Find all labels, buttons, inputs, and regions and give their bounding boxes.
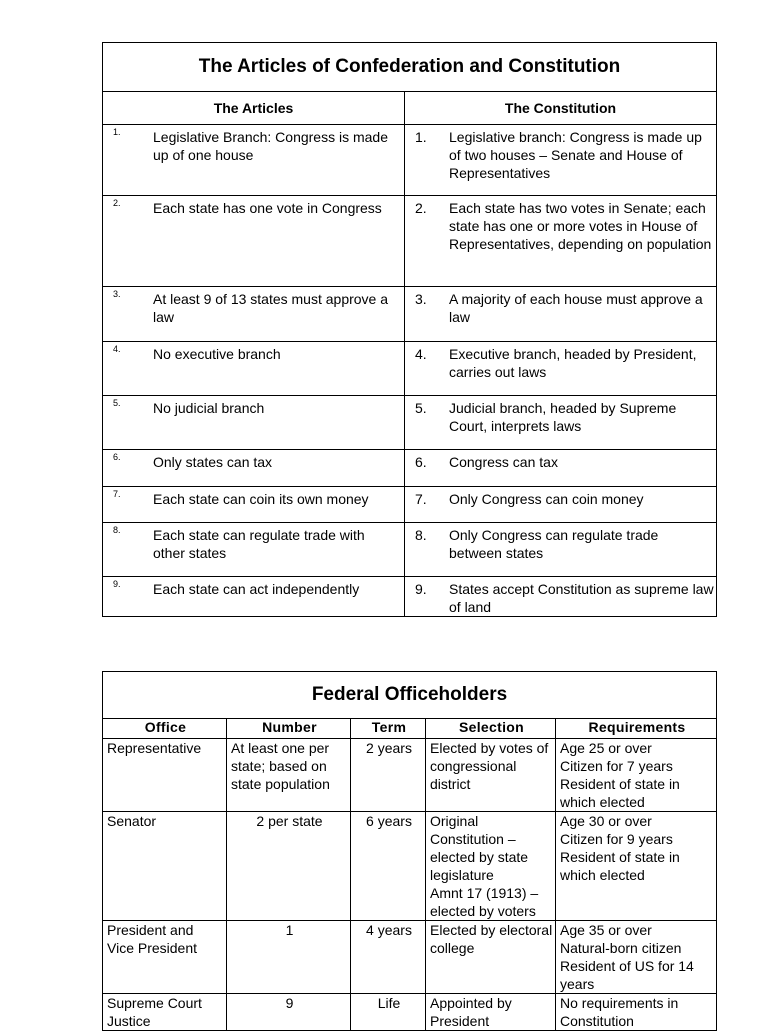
requirements-column-header: Requirements bbox=[556, 719, 717, 739]
selection-cell bbox=[426, 812, 556, 921]
requirement-line: No requirements in Constitution bbox=[560, 995, 679, 1029]
constitution-cell: Legislative branch: Congress is made up of two houses – Senate and House of Representatives bbox=[449, 129, 702, 181]
requirement-line: Resident of US for 14 years bbox=[560, 958, 694, 992]
row-number: 9. bbox=[113, 579, 121, 589]
row-number: 7. bbox=[415, 491, 427, 507]
row-number: 1. bbox=[113, 127, 121, 137]
row-number: 6. bbox=[113, 452, 121, 462]
row-number: 5. bbox=[415, 400, 427, 416]
selection-line: Amnt 17 (1913) – elected by voters bbox=[430, 885, 539, 919]
selection-column-header: Selection bbox=[426, 719, 556, 739]
requirement-line: Age 35 or over bbox=[560, 922, 652, 938]
office-cell: President and Vice President bbox=[103, 921, 227, 994]
row-number: 3. bbox=[415, 291, 427, 307]
term-cell: 4 years bbox=[351, 921, 426, 994]
table-row bbox=[103, 812, 717, 921]
selection-cell bbox=[426, 921, 556, 994]
articles-cell: Each state can coin its own money bbox=[153, 491, 369, 507]
articles-cell: Each state has one vote in Congress bbox=[153, 200, 382, 216]
number-column-header: Number bbox=[227, 719, 351, 739]
articles-table-title: The Articles of Confederation and Constitution bbox=[103, 43, 717, 92]
articles-cell: At least 9 of 13 states must approve a law bbox=[153, 291, 389, 325]
requirement-line: Age 30 or over bbox=[560, 813, 652, 829]
officeholders-table-title: Federal Officeholders bbox=[103, 672, 717, 719]
table-row bbox=[103, 523, 717, 577]
articles-cell: Legislative Branch: Congress is made up of one house bbox=[153, 129, 389, 163]
requirements-cell bbox=[556, 994, 717, 1031]
row-number: 4. bbox=[415, 346, 427, 362]
constitution-cell: A majority of each house must approve a law bbox=[449, 291, 703, 325]
table-row bbox=[103, 125, 717, 196]
articles-cell: Each state can act independently bbox=[153, 581, 360, 597]
term-column-header: Term bbox=[351, 719, 426, 739]
number-cell: At least one per state; based on state population bbox=[227, 739, 351, 812]
row-number: 4. bbox=[113, 344, 121, 354]
requirements-cell bbox=[556, 921, 717, 994]
constitution-cell: States accept Constitution as supreme law of land bbox=[449, 581, 714, 615]
table-row bbox=[103, 450, 717, 487]
row-number: 3. bbox=[113, 289, 121, 299]
row-number: 1. bbox=[415, 129, 427, 145]
row-number: 9. bbox=[415, 581, 427, 597]
table-row bbox=[103, 342, 717, 396]
table-row bbox=[103, 196, 717, 287]
number-cell: 2 per state bbox=[227, 812, 351, 921]
articles-column-header: The Articles bbox=[103, 92, 405, 125]
table-row bbox=[103, 287, 717, 342]
table-row bbox=[103, 994, 717, 1031]
articles-cell: No executive branch bbox=[153, 346, 281, 362]
constitution-column-header: The Constitution bbox=[405, 92, 717, 125]
constitution-cell: Judicial branch, headed by Supreme Court, interprets laws bbox=[449, 400, 677, 434]
federal-officeholders-table bbox=[102, 671, 717, 1031]
table-row bbox=[103, 487, 717, 523]
selection-line: Elected by votes of congressional district bbox=[430, 740, 549, 792]
row-number: 7. bbox=[113, 489, 121, 499]
selection-cell bbox=[426, 739, 556, 812]
constitution-cell: Each state has two votes in Senate; each state has one or more votes in House of Representatives, depending on population bbox=[449, 200, 712, 252]
table-row bbox=[103, 921, 717, 994]
term-cell: 6 years bbox=[351, 812, 426, 921]
requirement-line: Resident of state in which elected bbox=[560, 776, 680, 810]
constitution-cell: Executive branch, headed by President, carries out laws bbox=[449, 346, 697, 380]
constitution-cell: Congress can tax bbox=[449, 454, 558, 470]
requirement-line: Citizen for 9 years bbox=[560, 831, 673, 847]
row-number: 6. bbox=[415, 454, 427, 470]
number-cell: 1 bbox=[227, 921, 351, 994]
office-cell: Senator bbox=[103, 812, 227, 921]
term-cell: 2 years bbox=[351, 739, 426, 812]
row-number: 2. bbox=[113, 198, 121, 208]
selection-line: Original Constitution – elected by state legislature bbox=[430, 813, 529, 883]
term-cell: Life bbox=[351, 994, 426, 1031]
constitution-cell: Only Congress can regulate trade between states bbox=[449, 527, 659, 561]
articles-cell: Only states can tax bbox=[153, 454, 273, 470]
selection-line: Appointed by President bbox=[430, 995, 512, 1029]
office-cell: Supreme Court Justice bbox=[103, 994, 227, 1031]
requirement-line: Natural-born citizen bbox=[560, 940, 682, 956]
articles-cell: Each state can regulate trade with other states bbox=[153, 527, 365, 561]
table-row bbox=[103, 739, 717, 812]
articles-vs-constitution-table bbox=[102, 42, 717, 617]
row-number: 5. bbox=[113, 398, 121, 408]
requirement-line: Resident of state in which elected bbox=[560, 849, 680, 883]
office-cell: Representative bbox=[103, 739, 227, 812]
requirements-cell bbox=[556, 739, 717, 812]
selection-line: Elected by electoral college bbox=[430, 922, 553, 956]
number-cell: 9 bbox=[227, 994, 351, 1031]
articles-cell: No judicial branch bbox=[153, 400, 265, 416]
table-row bbox=[103, 396, 717, 450]
constitution-cell: Only Congress can coin money bbox=[449, 491, 644, 507]
office-column-header: Office bbox=[103, 719, 227, 739]
table-row bbox=[103, 577, 717, 617]
row-number: 8. bbox=[415, 527, 427, 543]
requirement-line: Citizen for 7 years bbox=[560, 758, 673, 774]
row-number: 8. bbox=[113, 525, 121, 535]
selection-cell bbox=[426, 994, 556, 1031]
row-number: 2. bbox=[415, 200, 427, 216]
requirement-line: Age 25 or over bbox=[560, 740, 652, 756]
requirements-cell bbox=[556, 812, 717, 921]
